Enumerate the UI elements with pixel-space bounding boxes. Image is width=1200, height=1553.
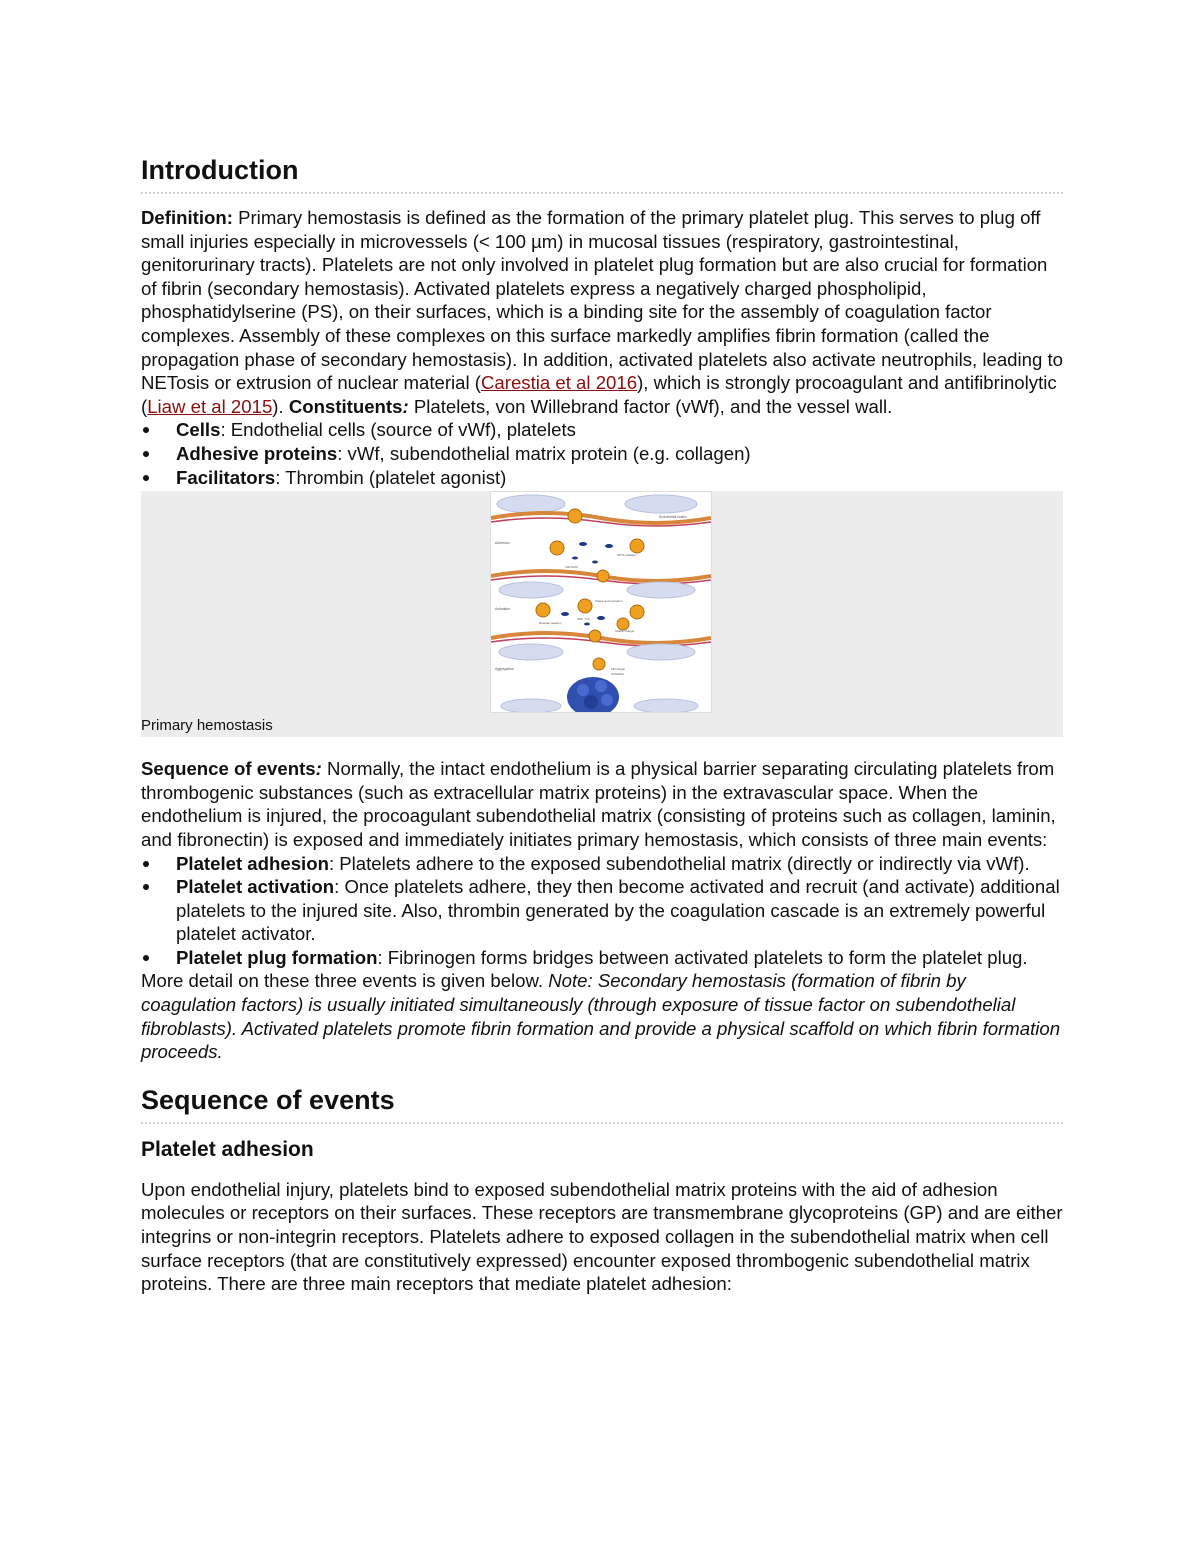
more-detail-text: More detail on these three events is given below. <box>141 970 549 992</box>
events-list <box>141 852 1063 970</box>
punctuation: ). <box>272 395 289 417</box>
diagram-label: Shape and secretion <box>595 599 623 604</box>
list-item-label: Facilitators <box>176 466 276 488</box>
list-item <box>141 418 1063 442</box>
list-item-text: : Thrombin (platelet agonist) <box>275 466 507 488</box>
definition-mid-text: ), which is strongly procoagulant and antifibrinolytic ( <box>141 372 1057 417</box>
diagram-label: GPVI-collagen <box>617 553 637 558</box>
activation-stage <box>491 599 711 660</box>
list-item-text: : vWf, subendothelial matrix protein (e.g. collagen) <box>337 442 751 464</box>
list-item-label: Cells <box>176 419 221 441</box>
bullet-icon <box>143 955 149 961</box>
list-item-label: Platelet plug formation <box>176 946 378 968</box>
figure-primary-hemostasis <box>141 491 1063 737</box>
list-item <box>141 946 1063 970</box>
constituents-label: Constituents <box>288 395 403 417</box>
bullet-icon <box>143 427 149 433</box>
definition-label: Definition: <box>141 207 233 228</box>
adhesion-stage <box>491 539 711 598</box>
constituents-text: Platelets, von Willebrand factor (vWf), and the vessel wall. <box>408 395 893 417</box>
list-item-text: : Fibrinogen forms bridges between activated platelets to form the platelet plug. <box>377 946 1028 968</box>
diagram-label: Adhesion <box>495 541 510 546</box>
endothelium-row-1 <box>491 495 711 526</box>
diagram-label: Release reaction <box>539 621 562 626</box>
list-item <box>141 875 1063 946</box>
note-text: Note: Secondary hemostasis (formation of fibrin by coagulation factors) is usually initiated simultaneously (through exposure of tissue factor on subendothelial fibroblasts). Activated platelets promote fibrin formation and provide a physical scaffold on which fibrin formation proceeds. <box>141 970 1061 1063</box>
diagram-label: Fibrinogen <box>611 667 626 672</box>
constituents-colon: : <box>402 395 409 417</box>
list-item-label: Platelet adhesion <box>176 852 329 874</box>
list-item-text: : Endothelial cells (source of vWf), platelets <box>220 419 576 441</box>
sequence-label: Sequence of events <box>141 758 316 780</box>
figure-caption: Primary hemostasis <box>141 717 273 735</box>
bullet-icon <box>143 475 149 481</box>
sequence-colon: : <box>315 758 322 780</box>
diagram-label: Shape change <box>615 629 635 634</box>
diagram-label: vWf-GPIb <box>565 565 579 570</box>
subheading-platelet-adhesion: Platelet adhesion <box>141 1137 314 1161</box>
diagram-label: Aggregation <box>495 667 514 672</box>
sequence-text: Normally, the intact endothelium is a physical barrier separating circulating platelets from thrombogenic substances (such as extracellular matrix proteins) in the extravascular space. When the endothelium is injured, the procoagulant subendothelial matrix (consisting of proteins such as collagen, laminin, and fibronectin) is exposed and immediately initiates primary hemostasis, which consists of three main events: <box>141 758 1056 850</box>
diagram-label: ADP, TxA <box>577 617 590 622</box>
hemostasis-diagram-image[interactable] <box>490 491 712 713</box>
list-item <box>141 852 1063 876</box>
hemostasis-diagram <box>491 492 711 712</box>
constituents-list <box>141 418 1063 489</box>
bullet-icon <box>143 884 149 890</box>
definition-paragraph <box>141 206 1063 418</box>
bullet-icon <box>143 861 149 867</box>
diagram-label: GPIIb/IIIa <box>611 672 624 677</box>
section-heading-sequence: Sequence of events <box>141 1080 1063 1124</box>
more-detail-paragraph <box>141 969 1063 1063</box>
list-item-label: Platelet activation <box>176 876 335 898</box>
definition-text: Primary hemostasis is defined as the formation of the primary platelet plug. This serves to plug off small injuries especially in microvessels (< 100 µm) in mucosal tissues (respiratory, gastrointestinal, genitorurinary tracts). Platelets are not only involved in platelet plug formation but are also crucial for formation of fibrin (secondary hemostasis). Activated platelets express a negatively charged phospholipid, phosphatidylserine (PS), on their surfaces, which is a binding site for the assembly of coagulation factor complexes. Assembly of these complexes on this surface markedly amplifies fibrin formation (called the propagation phase of secondary hemostasis). In addition, activated platelets also activate neutrophils, leading to NETosis or extrusion of nuclear material ( <box>141 207 1063 394</box>
document-content <box>141 150 1063 1296</box>
adhesion-paragraph: Upon endothelial injury, platelets bind to exposed subendothelial matrix proteins with the aid of adhesion molecules or receptors on their surfaces. These receptors are transmembrane glycoproteins (GP) and are either integrins or non-integrin receptors. Platelets adhere to exposed collagen in the subendothelial matrix when cell surface receptors (that are constitutively expressed) encounter exposed thrombogenic subendothelial matrix proteins. There are three main receptors that mediate platelet adhesion: <box>141 1178 1063 1295</box>
sequence-paragraph <box>141 757 1063 851</box>
section-heading-introduction: Introduction <box>141 150 1063 194</box>
list-item-text: : Once platelets adhere, they then become activated and recruit (and activate) additional platelets to the injured site. Also, thrombin generated by the coagulation cascade is an extremely powerful platelet activator. <box>176 876 1060 945</box>
list-item <box>141 466 1063 490</box>
aggregation-stage <box>501 658 698 712</box>
list-item <box>141 442 1063 466</box>
bullet-icon <box>143 451 149 457</box>
diagram-label: Activation <box>495 607 511 612</box>
list-item-text: : Platelets adhere to the exposed subendothelial matrix (directly or indirectly via vWf). <box>328 852 1030 874</box>
list-item-label: Adhesive proteins <box>176 442 338 464</box>
diagram-label: Endothelial matrix <box>659 515 687 520</box>
citation-link-carestia[interactable]: Carestia et al 2016 <box>480 372 638 394</box>
citation-link-liaw[interactable]: Liaw et al 2015 <box>147 395 273 417</box>
